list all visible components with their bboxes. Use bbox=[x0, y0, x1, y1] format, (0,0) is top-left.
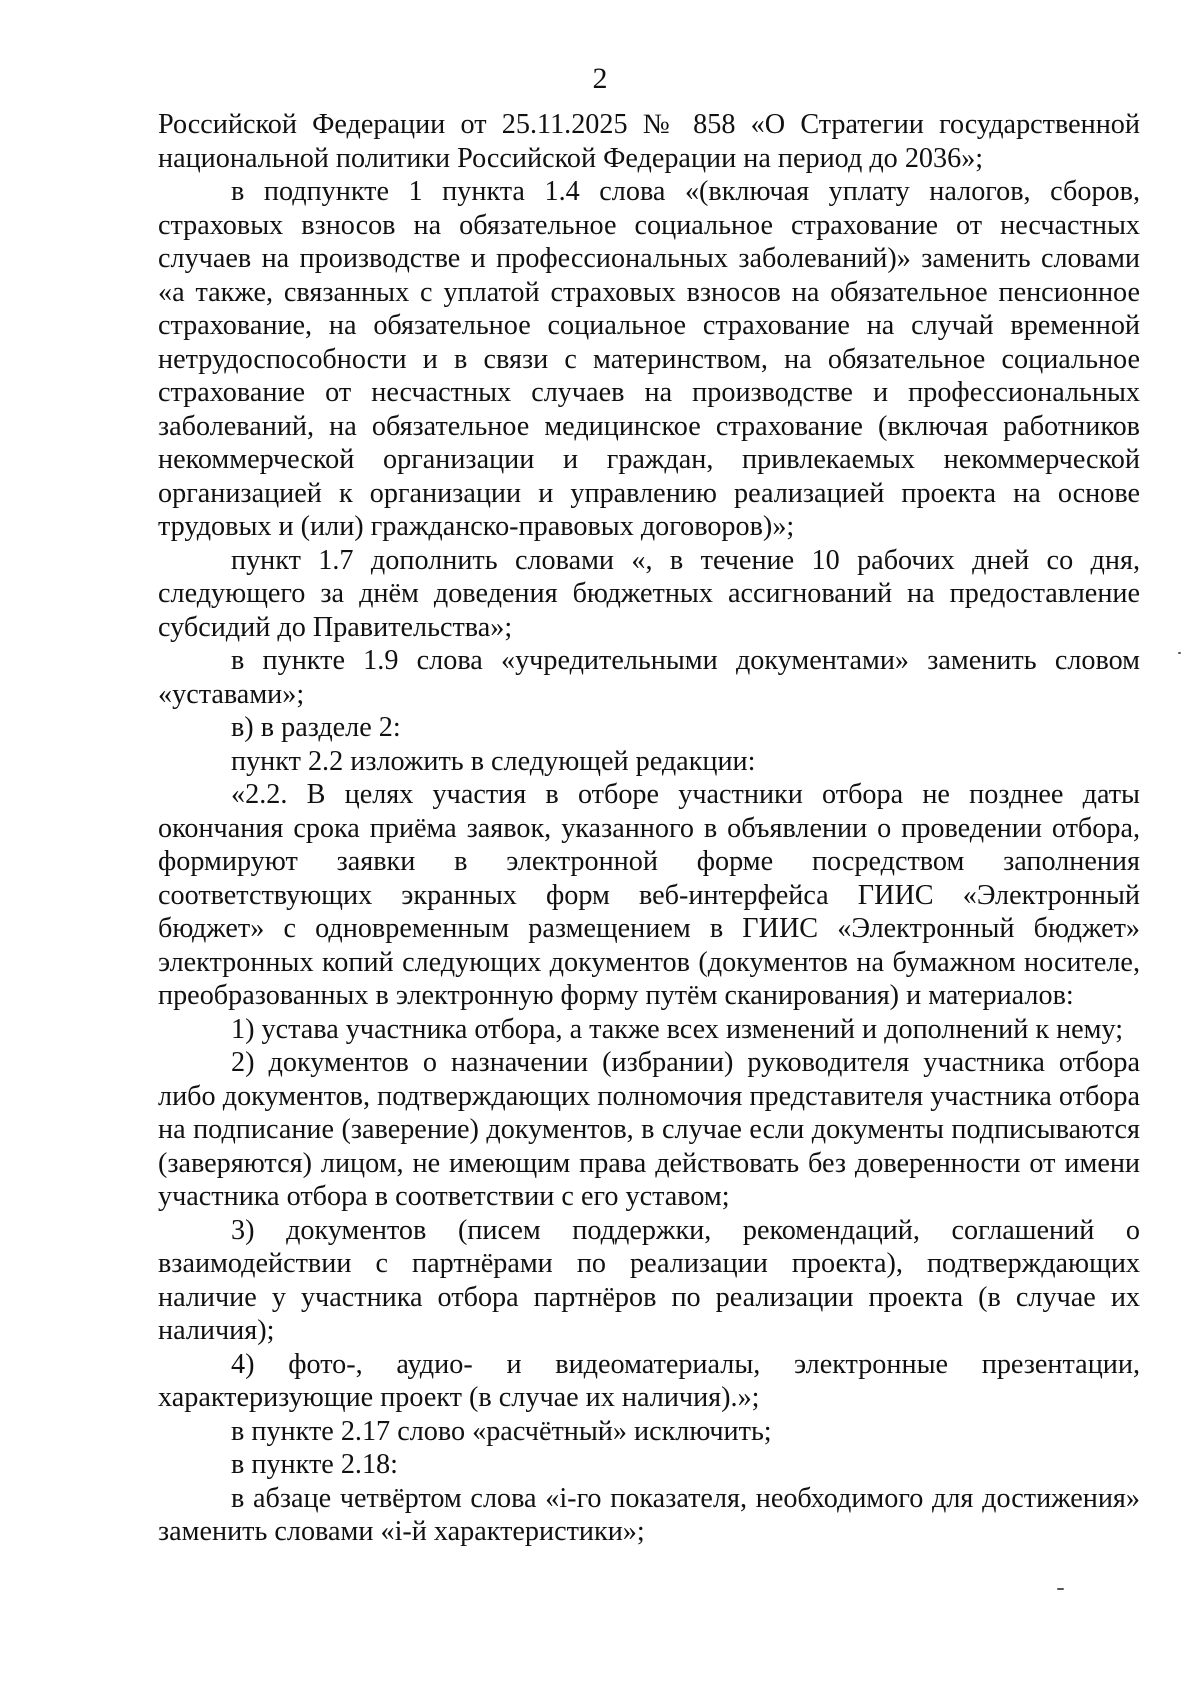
list-item-3: 3) документов (писем поддержки, рекомендаций, соглашений о взаимодействии с партнёрами по реализации проекта), подтверждающих наличие у участника отбора партнёров по реализации проекта (в случае их наличия); bbox=[158, 1214, 1140, 1346]
paragraph-clause-2-2-intro: пункт 2.2 изложить в следующей редакции: bbox=[231, 745, 756, 777]
paragraph-decree-reference: Российской Федерации от 25.11.2025 № 858 «О Стратегии государственной национальной политики Российской Федерации на период до 2036»; bbox=[158, 109, 1140, 174]
paragraph-subclause-1-4: в подпункте 1 пункта 1.4 слова «(включая уплату налогов, сборов, страховых взносов на обязательное социальное страхование от несчастных случаев на производстве и профессиональных заболеваний)» заменить словами «а также, связанных с уплатой страховых взносов на обязательное пенсионное страхование, на обязательное социальное страхование на случай временной нетрудоспособности и в связи с материнством, на обязательное социальное страхование от несчастных случаев на производстве и профессиональных заболеваний, на обязательное медицинское страхование (включая работников некоммерческой организации и граждан, привлекаемых некоммерческой организацией к организации и управлению реализацией проекта на основе трудовых и (или) гражданско-правовых договоров)»; bbox=[158, 176, 1140, 542]
paragraph-section-2-heading: в) в разделе 2: bbox=[231, 712, 401, 743]
document-body bbox=[158, 108, 1140, 1549]
scan-speck bbox=[1057, 1588, 1064, 1590]
list-item-4: 4) фото-, аудио- и видеоматериалы, электронные презентации, характеризующие проект (в случае их наличия).»; bbox=[158, 1348, 1140, 1413]
paragraph-clause-1-7: пункт 1.7 дополнить словами «, в течение 10 рабочих дней со дня, следующего за днём доведения бюджетных ассигнований на предоставление субсидий до Правительства»; bbox=[158, 544, 1140, 643]
paragraph-clause-1-9: в пункте 1.9 слова «учредительными документами» заменить словом «уставами»; bbox=[158, 645, 1140, 710]
page-number: 2 bbox=[592, 62, 608, 95]
paragraph-clause-2-18: в пункте 2.18: bbox=[231, 1449, 398, 1480]
scan-speck bbox=[1178, 652, 1181, 654]
paragraph-clause-2-2-text: «2.2. В целях участия в отборе участники отбора не позднее даты окончания срока приёма заявок, указанного в объявлении о проведении отбора, формируют заявки в электронной форме посредством заполнения соответствующих экранных форм веб-интерфейса ГИИС «Электронный бюджет» с одновременным размещением в ГИИС «Электронный бюджет» электронных копий следующих документов (документов на бумажном носителе, преобразованных в электронную форму путём сканирования) и материалов: bbox=[158, 779, 1140, 1011]
paragraph-clause-2-17: в пункте 2.17 слово «расчётный» исключить; bbox=[231, 1415, 772, 1447]
list-item-2: 2) документов о назначении (избрании) руководителя участника отбора либо документов, подтверждающих полномочия представителя участника отбора на подписание (заверение) документов, в случае если документы подписываются (заверяются) лицом, не имеющим права действовать без доверенности от имени участника отбора в соответствии с его уставом; bbox=[158, 1047, 1140, 1212]
paragraph-clause-2-18-paragraph-4: в абзаце четвёртом слова «i-го показателя, необходимого для достижения» заменить словами «i-й характеристики»; bbox=[158, 1482, 1140, 1547]
list-item-1: 1) устава участника отбора, а также всех изменений и дополнений к нему; bbox=[231, 1013, 1124, 1045]
